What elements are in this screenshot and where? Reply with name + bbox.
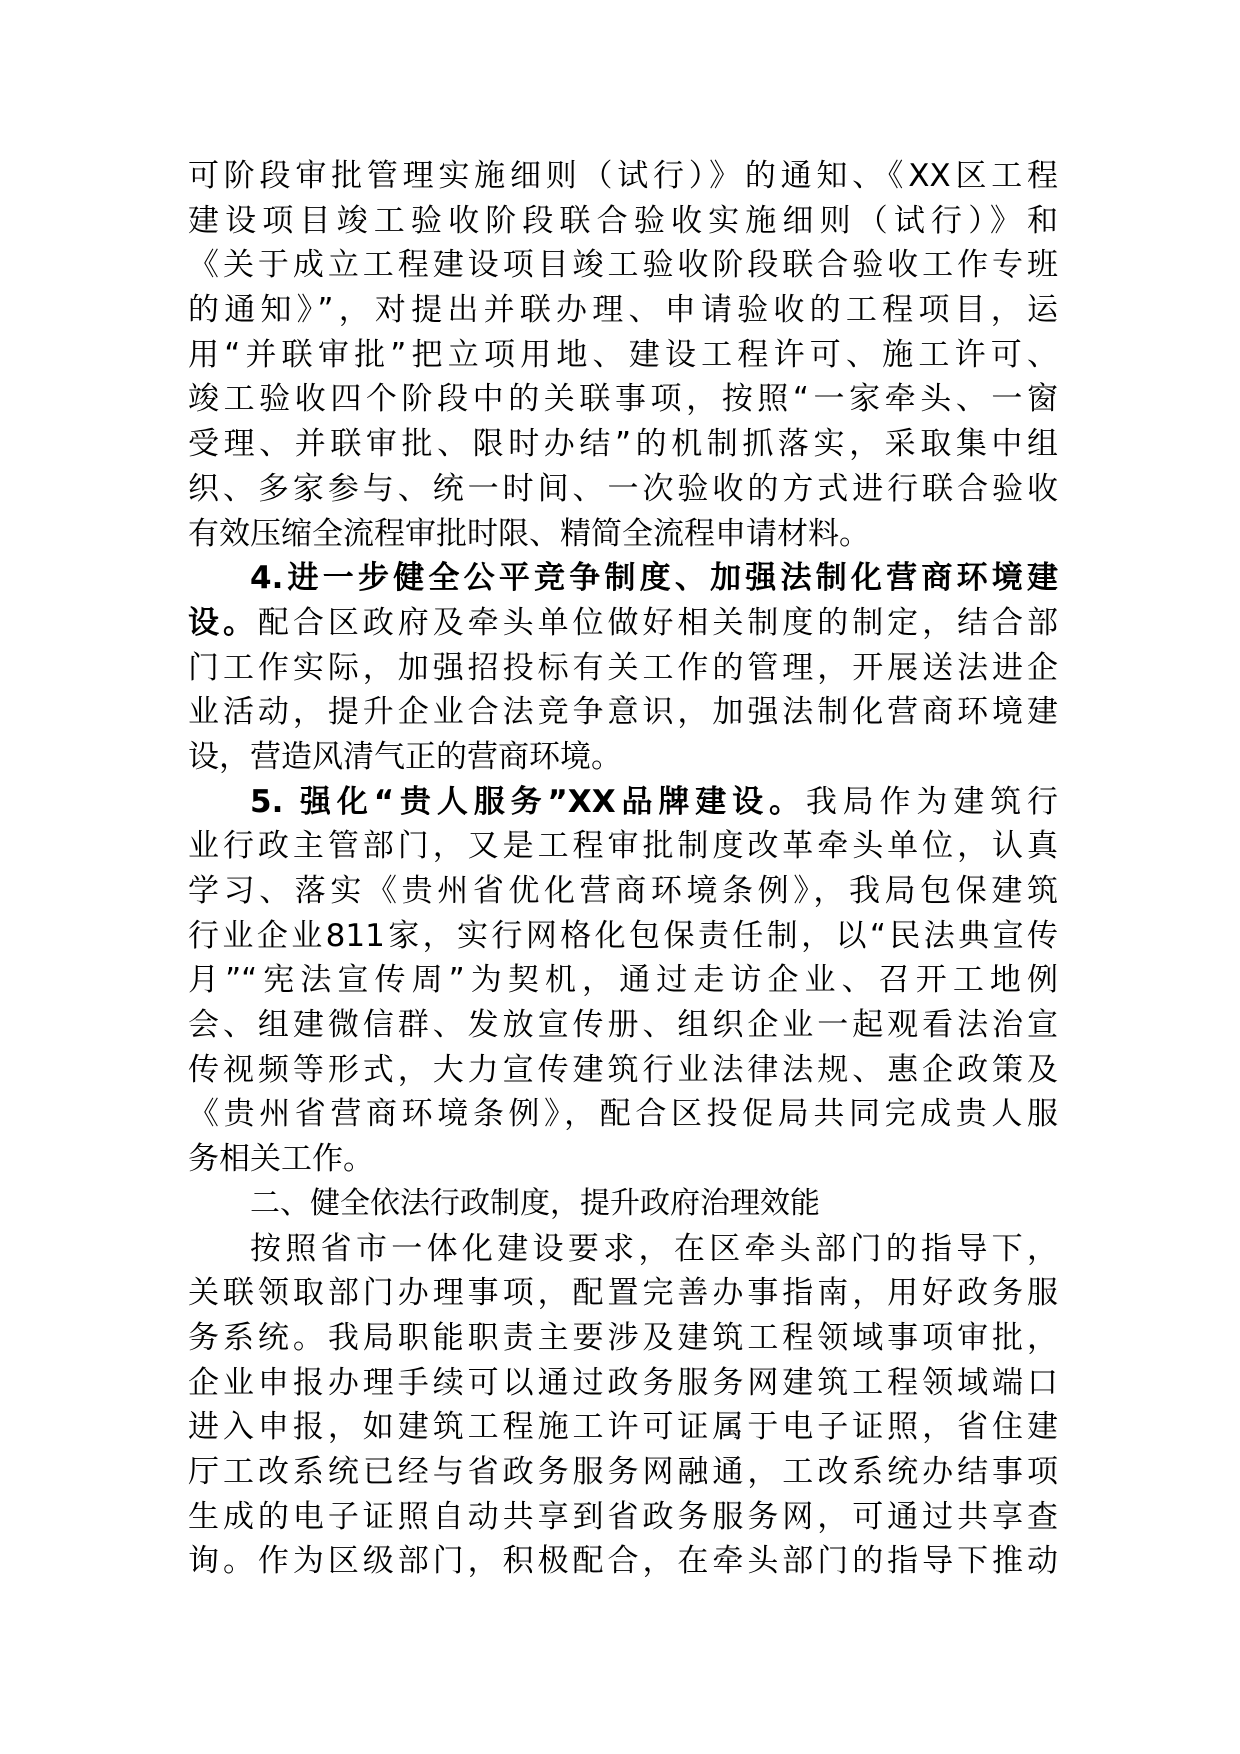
text-line: 询。作为区级部门，积极配合，在牵头部门的指导下推动 [188,1543,1058,1580]
text-line [188,601,1058,646]
text-line: 有效压缩全流程审批时限、精简全流程申请材料。 [188,515,870,552]
text-line: 建设项目竣工验收阶段联合验收实施细则（试行）》和 [188,202,1058,239]
section-heading-2 [188,1182,1058,1227]
text-line: 按照省市一体化建设要求，在区牵头部门的指导下， [250,1230,1058,1267]
item-4-heading-end: 设。 [188,604,258,641]
text-line: 受理、并联审批、限时办结”的机制抓落实，采取集中组 [188,426,1058,463]
text-line: 生成的电子证照自动共享到省政务服务网，可通过共享查 [188,1498,1058,1535]
text-run: 配合区政府及牵头单位做好相关制度的制定，结合部 [257,604,1058,641]
text-line: 传视频等形式，大力宣传建筑行业法律法规、惠企政策及 [188,1051,1058,1088]
text-line: 织、多家参与、统一时间、一次验收的方式进行联合验收 [188,470,1058,507]
text-line: 进入申报，如建筑工程施工许可证属于电子证照，省住建 [188,1409,1058,1446]
text-line: 务相关工作。 [188,1141,374,1178]
text-line: 可阶段审批管理实施细则（试行）》的通知、《XX区工程 [188,158,1058,194]
text-run: 我局作为建筑行 [805,783,1058,820]
text-line: 关联领取部门办理事项，配置完善办事指南，用好政务服 [188,1275,1058,1312]
text-line: 会、组建微信群、发放宣传册、组织企业一起观看法治宣 [188,1007,1058,1044]
text-line: 月”“宪法宣传周”为契机，通过走访企业、召开工地例 [188,962,1058,999]
item-4-heading: 4.进一步健全公平竞争制度、加强法制化营商环境建 [250,560,1058,597]
text-line: 行业企业811家，实行网格化包保责任制，以“民法典宣传 [188,917,1058,954]
text-line: 设，营造风清气正的营商环境。 [188,738,622,775]
text-line [188,780,1058,825]
text-line: 《关于成立工程建设项目竣工验收阶段联合验收工作专班 [188,247,1058,284]
text-line: 厅工改系统已经与省政务服务网融通，工改系统办结事项 [188,1453,1058,1490]
text-line: 业行政主管部门，又是工程审批制度改革牵头单位，认真 [188,828,1058,865]
text-line: 门工作实际，加强招投标有关工作的管理，开展送法进企 [188,649,1058,686]
text-line: 竣工验收四个阶段中的关联事项，按照“一家牵头、一窗 [188,381,1058,418]
paragraph-1 [188,154,1058,556]
paragraph-item-4 [188,556,1058,779]
text-line: 务系统。我局职能职责主要涉及建筑工程领域事项审批， [188,1319,1058,1356]
paragraph-5 [188,1227,1058,1585]
text-line: 学习、落实《贵州省优化营商环境条例》，我局包保建筑 [188,873,1058,909]
document-page [188,154,1058,1584]
text-line: 《贵州省营商环境条例》，配合区投促局共同完成贵人服 [188,1096,1058,1133]
paragraph-item-5 [188,780,1058,1182]
item-5-heading: 5. 强化“贵人服务”XX品牌建设。 [250,783,806,820]
text-line: 企业申报办理手续可以通过政务服务网建筑工程领域端口 [188,1364,1058,1401]
text-line: 业活动，提升企业合法竞争意识，加强法制化营商环境建 [188,694,1058,731]
section-heading: 二、健全依法行政制度，提升政府治理效能 [250,1185,820,1221]
text-line: 的通知》”，对提出并联办理、申请验收的工程项目，运 [188,292,1058,329]
text-line: 用“并联审批”把立项用地、建设工程许可、施工许可、 [188,336,1058,373]
